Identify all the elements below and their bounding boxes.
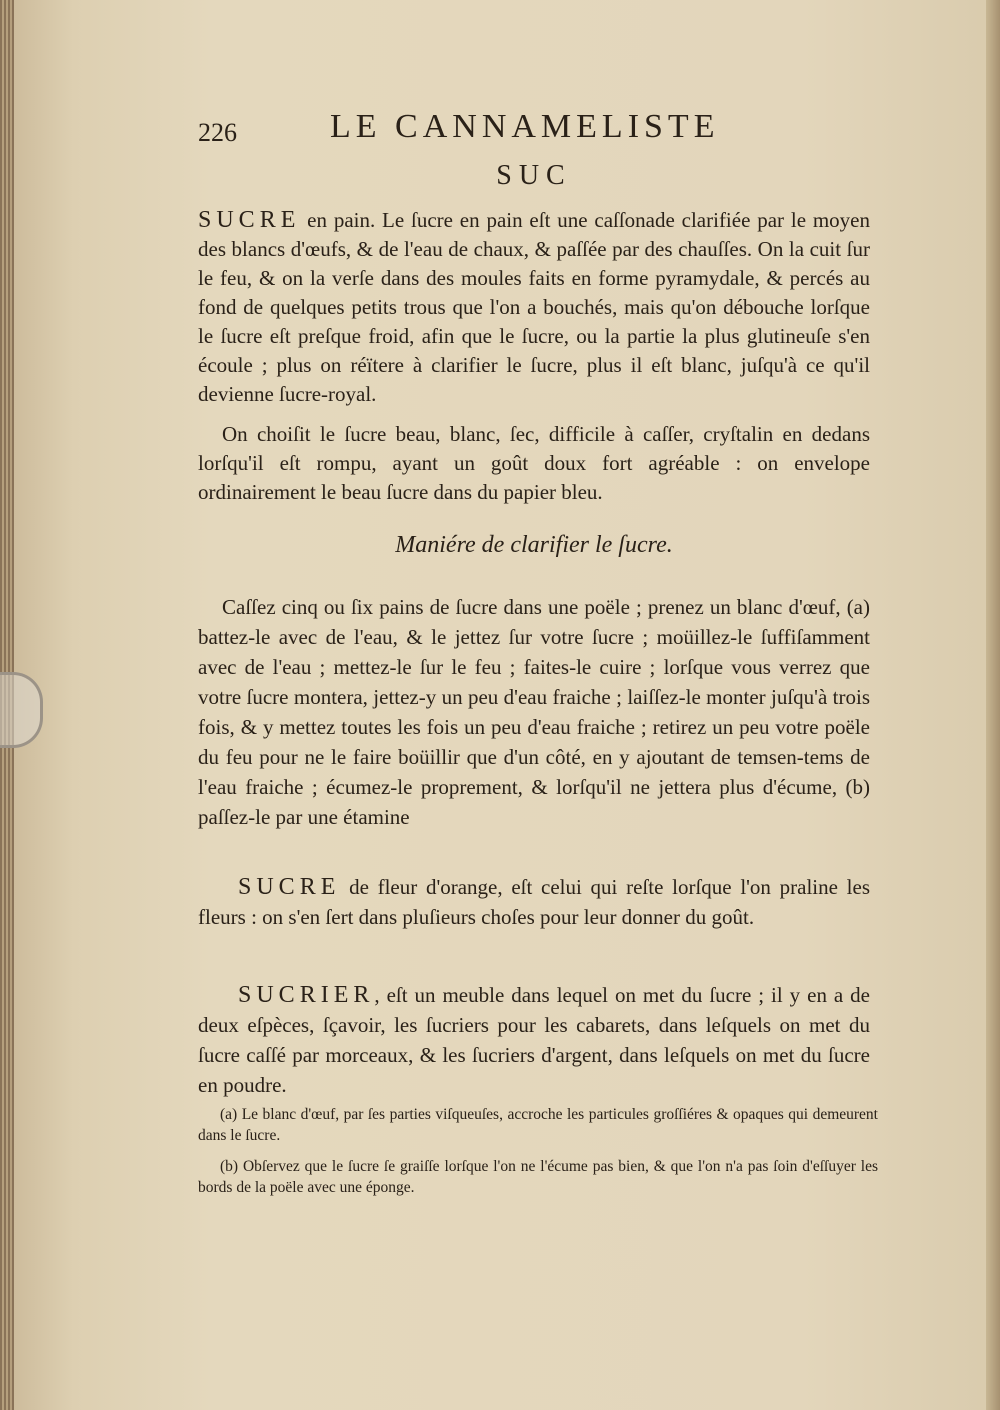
section-heading: SUC [496, 160, 572, 191]
next-page-edge [986, 0, 1000, 1410]
footnote-b: (b) Obſervez que le ſucre ſe graiſſe lorſque l'on ne l'écume pas bien, & que l'on n'a pas ſoin d'eſſuyer les bords de la poële avec une éponge. [198, 1158, 878, 1196]
entry-text: Caſſez cinq ou ſix pains de ſucre dans une poële ; prenez un blanc d'œuf, (a) battez-le avec de l'eau, & le jettez ſur votre ſucre ; moüillez-le ſuffiſamment avec de l'eau ; mettez-le ſur le feu ; faites-le cuire ; lorſque vous verrez que votre ſucre montera, jettez-y un peu d'eau fraiche ; laiſſez-le monter juſqu'à trois fois, & y mettez toutes les fois un peu d'eau fraiche ; retirez un peu votre poële du feu pour ne le faire boüillir que d'un côté, en y ajoutant de temsen-tems de l'eau fraiche ; écumez-le proprement, & lorſqu'il ne jettera plus d'écume, (b) paſſez-le par une étamine [198, 595, 870, 829]
entry-text: de fleur d'orange, eſt celui qui reſte lorſque l'on praline les fleurs : on s'en ſert dans pluſieurs choſes pour leur donner du goût. [198, 875, 870, 929]
headword: SUCRIER [238, 982, 375, 1008]
entry-sucre-fleur-orange [198, 872, 870, 932]
entry-text: , eſt un meuble dans lequel on met du ſucre ; il y en a de deux eſpèces, ſçavoir, les ſucriers pour les cabarets, dans leſquels on met du ſucre caſſé par morceaux, & les ſucriers d'argent, dans leſquels on met du ſucre en poudre. [198, 983, 870, 1097]
entry-sucre-choix [198, 420, 870, 507]
page-number: 226 [198, 118, 237, 147]
book-page [14, 0, 1000, 1410]
footnote-a: (a) Le blanc d'œuf, par ſes parties viſqueuſes, accroche les particules groſſiéres & opaques qui demeurent dans le ſucre. [198, 1106, 878, 1144]
entry-sucre-en-pain [198, 206, 870, 409]
subheading: Maniére de clarifier le ſucre. [395, 532, 673, 558]
entry-sucrier [198, 980, 870, 1100]
headword: SUCRE [198, 207, 301, 233]
headword: SUCRE [238, 874, 341, 900]
entry-text: en pain. Le ſucre en pain eſt une caſſonade clarifiée par le moyen des blancs d'œufs, & de l'eau de chaux, & paſſée par des chauſſes. On la cuit ſur le feu, & on la verſe dans des moules faits en forme pyramydale, & percés au fond de quelques petits trous que l'on a bouchés, mais qu'on débouche lorſque le ſucre eſt preſque froid, afin que le ſucre, ou la partie la plus glutineuſe s'en écoule ; plus on réïtere à clarifier le ſucre, plus il eſt blanc, juſqu'à ce qu'il devienne ſucre-royal. [198, 208, 870, 406]
entry-text: On choiſit le ſucre beau, blanc, ſec, difficile à caſſer, cryſtalin en dedans lorſqu'il eſt rompu, ayant un goût doux fort agréable : on envelope ordinairement le beau ſucre dans du papier bleu. [198, 422, 870, 504]
running-head [198, 108, 870, 148]
running-title: LE CANNAMELISTE [330, 108, 720, 145]
entry-clarifier [198, 592, 870, 832]
